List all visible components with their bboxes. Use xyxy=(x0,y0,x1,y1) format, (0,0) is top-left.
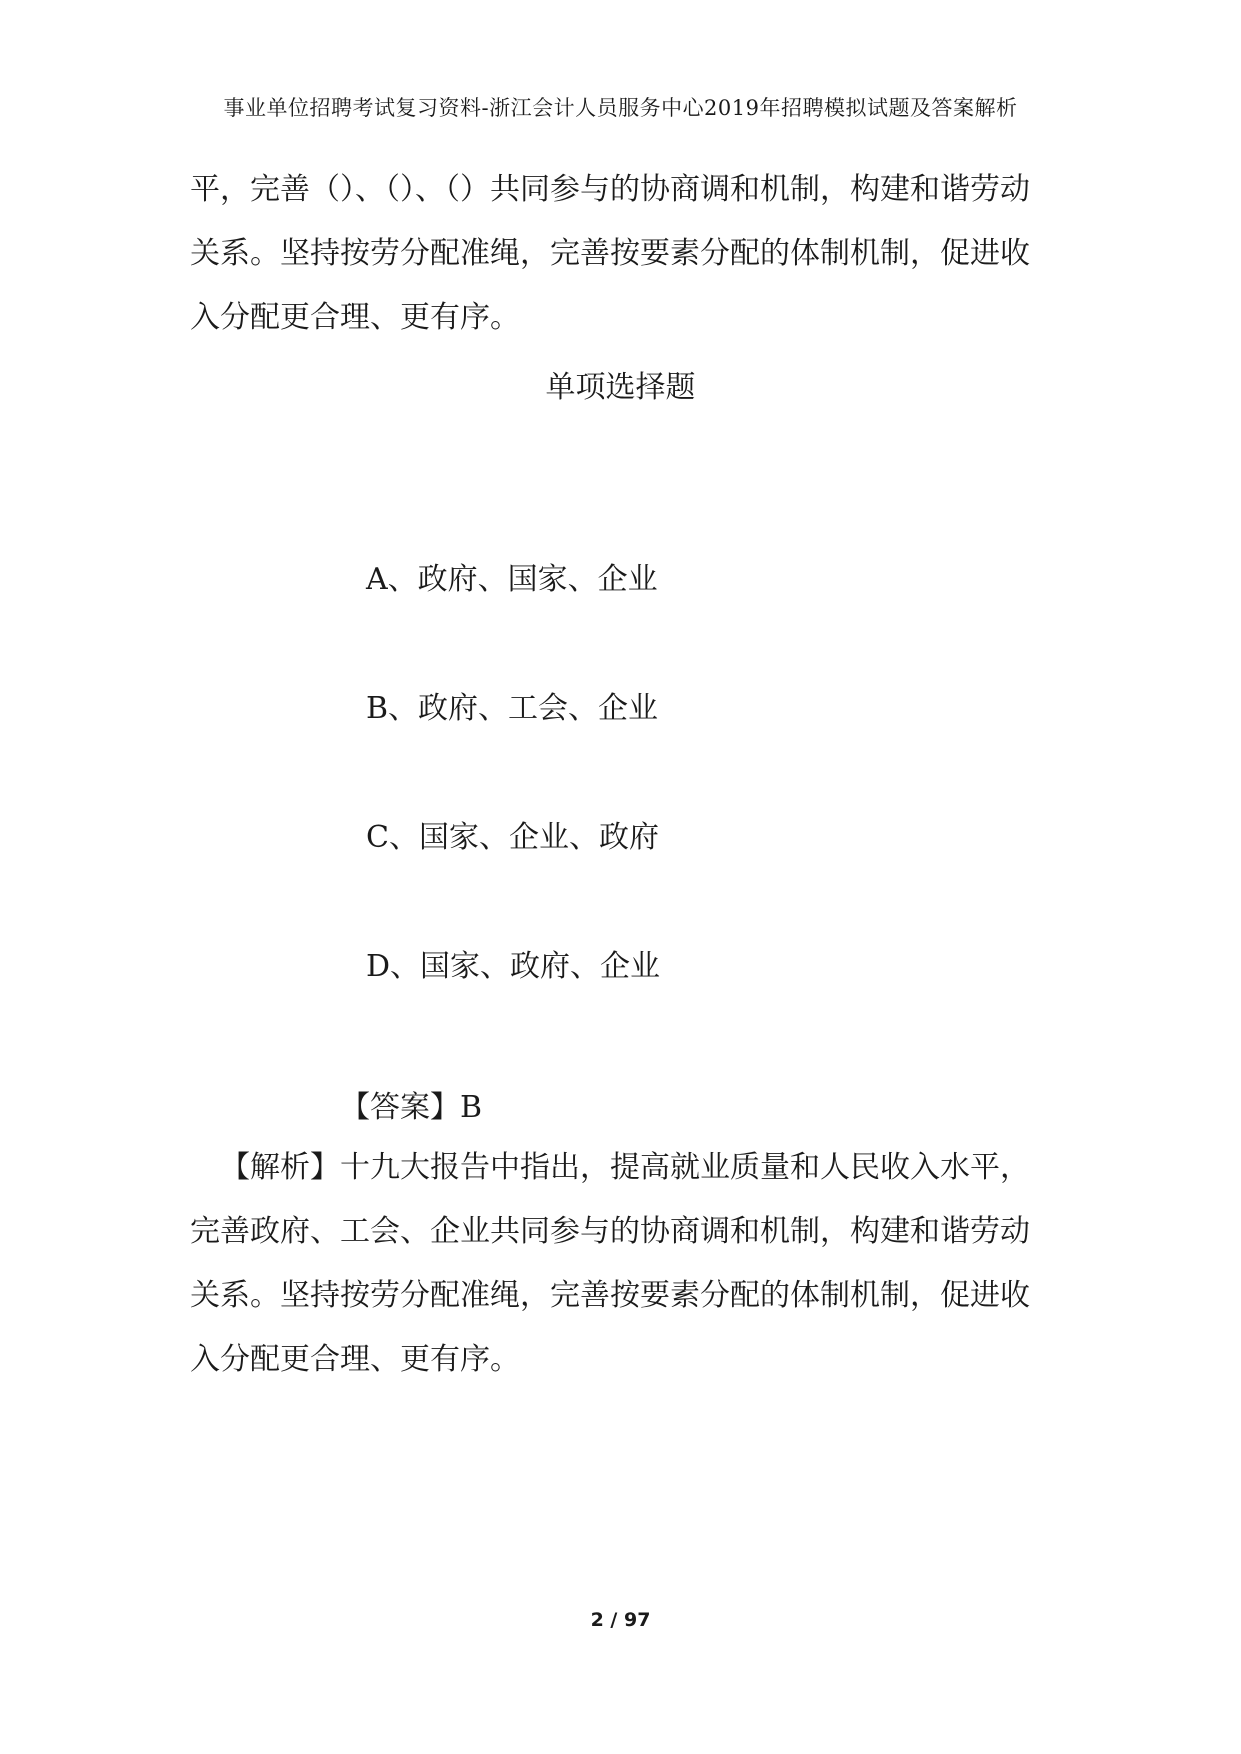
answer-text: 【答案】B xyxy=(340,1090,483,1125)
option-d: D、国家、政府、企业 xyxy=(366,949,661,984)
intro-line: 关系。坚持按劳分配准绳，完善按要素分配的体制机制，促进收 xyxy=(190,236,1030,271)
option-b: B、政府、工会、企业 xyxy=(366,691,659,726)
intro-line: 平，完善（）、（）、（）共同参与的协商调和机制，构建和谐劳动 xyxy=(190,172,1030,207)
page-header-title: 事业单位招聘考试复习资料-浙江会计人员服务中心2019年招聘模拟试题及答案解析 xyxy=(223,96,1018,120)
section-title: 单项选择题 xyxy=(545,370,696,405)
page-number: 2 / 97 xyxy=(590,1609,651,1631)
option-a: A、政府、国家、企业 xyxy=(366,562,658,597)
intro-paragraph xyxy=(190,158,1060,350)
analysis-line: 入分配更合理、更有序。 xyxy=(190,1342,520,1377)
analysis-line: 完善政府、工会、企业共同参与的协商调和机制，构建和谐劳动 xyxy=(190,1214,1030,1249)
option-c: C、国家、企业、政府 xyxy=(366,820,659,855)
analysis-line: 关系。坚持按劳分配准绳，完善按要素分配的体制机制，促进收 xyxy=(190,1278,1030,1313)
analysis-paragraph xyxy=(190,1136,1060,1392)
intro-line: 入分配更合理、更有序。 xyxy=(190,300,520,335)
analysis-line: 【解析】十九大报告中指出，提高就业质量和人民收入水平， xyxy=(220,1150,1030,1185)
